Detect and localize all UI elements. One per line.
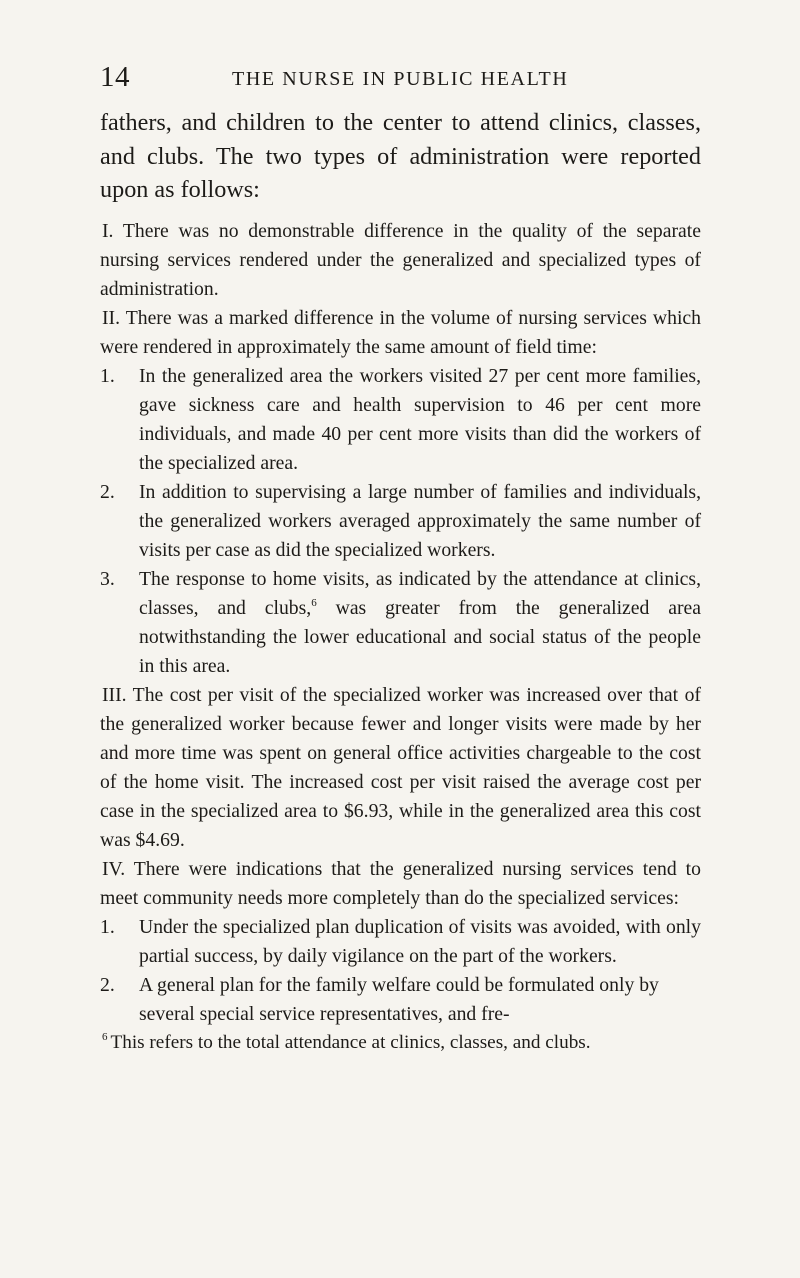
finding-4: IV. There were indications that the generalized nursing services tend to meet community needs more completely than do the specialized services: [100, 858, 701, 910]
finding-3: III. The cost per visit of the specialized worker was increased over that of the generalized worker because fewer and longer visits were made by her and more time was spent on general office activities chargeable to the cost of the home visit. The increased cost per visit raised the average cost per case in the specialized area to $6.93, while in the generalized area this cost was $4.69. [100, 684, 701, 852]
finding-1: I. There was no demonstrable difference in the quality of the separate nursing services rendered under the generalized and specialized types of administration. [100, 220, 701, 301]
list-item-number: 2. [100, 974, 115, 997]
list-item-number: 2. [100, 481, 115, 504]
list-item [100, 478, 701, 565]
running-title: THE NURSE IN PUBLIC HEALTH [232, 68, 569, 90]
footnote-reference: 6 [311, 597, 317, 610]
page-number: 14 [100, 61, 130, 93]
list-item-number: 1. [100, 365, 115, 388]
list-item [100, 362, 701, 478]
list-item-text: The response to home visits, as indicated by the attendance at clinics, classes, and clubs, [139, 568, 701, 620]
running-header [100, 60, 700, 94]
list-item-text-continued: was greater from the generalized area notwithstanding the lower educational and social status of the people in this area. [139, 597, 701, 678]
list-item [100, 913, 701, 971]
list-item-text: In addition to supervising a large number of families and individuals, the generalized workers averaged approximately the same number of visits per case as did the specialized workers. [139, 481, 701, 562]
footnote-text: This refers to the total attendance at clinics, classes, and clubs. [110, 1032, 591, 1054]
list-item-text: In the generalized area the workers visited 27 per cent more families, gave sickness care and health supervision to 46 per cent more individuals, and made 40 per cent more visits than did the workers of the specialized area. [139, 365, 701, 475]
list-item-number: 1. [100, 916, 115, 939]
lead-paragraph: fathers, and children to the center to attend clinics, classes, and clubs. The two types of administration were reported upon as follows: [100, 109, 701, 204]
body-text [100, 106, 701, 1057]
list-item [100, 971, 701, 1029]
finding-2: II. There was a marked difference in the volume of nursing services which were rendered in approximately the same amount of field time: [100, 307, 701, 359]
list-item [100, 565, 701, 681]
footnote [100, 1029, 701, 1057]
footnote-mark: 6 [102, 1031, 108, 1044]
list-item-text: Under the specialized plan duplication of visits was avoided, with only partial success, by daily vigilance on the part of the workers. [139, 916, 701, 968]
list-item-number: 3. [100, 568, 115, 591]
list-item-text: A general plan for the family welfare could be formulated only by several special service representatives, and fre- [139, 974, 659, 1026]
